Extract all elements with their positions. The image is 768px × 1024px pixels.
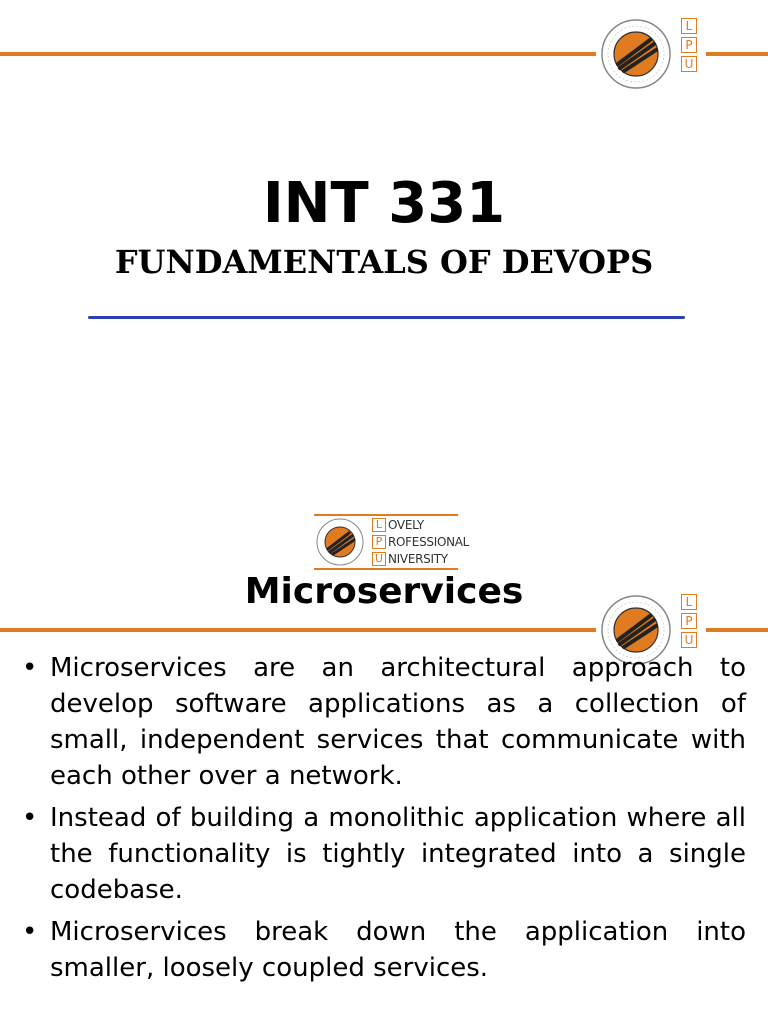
list-item bbox=[22, 650, 746, 794]
lpu-letter-boxes bbox=[681, 594, 697, 648]
course-name: FUNDAMENTALS OF DEVOPS bbox=[114, 243, 654, 281]
lpu-letter-boxes bbox=[681, 18, 697, 72]
logo-row-lovely bbox=[372, 518, 424, 532]
lpu-logo bbox=[314, 514, 470, 570]
slide2-rule-left bbox=[0, 628, 596, 632]
logo-row-university bbox=[372, 552, 448, 566]
lpu-letter-p: P bbox=[681, 613, 697, 629]
lpu-letter-l: L bbox=[681, 18, 697, 34]
logo-letter-l: L bbox=[372, 518, 386, 532]
course-code: INT 331 bbox=[262, 171, 506, 236]
logo-row-professional bbox=[372, 535, 469, 549]
lpu-letter-u: U bbox=[681, 56, 697, 72]
bullet-text: Microservices are an architectural approach to develop software applications as a collection of small, independent services that communicate with each other over a network. bbox=[50, 653, 746, 791]
university-seal-icon bbox=[316, 518, 364, 566]
bullet-text: Instead of building a monolithic application where all the functionality is tightly integrated into a single codebase. bbox=[50, 803, 746, 905]
bullet-dot-icon: • bbox=[22, 653, 38, 683]
list-item bbox=[22, 800, 746, 908]
lpu-letter-u: U bbox=[681, 632, 697, 648]
logo-letter-u: U bbox=[372, 552, 386, 566]
header-rule-right bbox=[706, 52, 768, 56]
title-underline bbox=[88, 316, 685, 319]
university-seal-icon bbox=[600, 18, 672, 90]
bullet-text: Microservices break down the application into smaller, loosely coupled services. bbox=[50, 917, 746, 983]
bullet-dot-icon: • bbox=[22, 917, 38, 947]
lpu-letter-l: L bbox=[681, 594, 697, 610]
bullet-list bbox=[22, 650, 746, 992]
logo-word-lovely: OVELY bbox=[388, 518, 424, 532]
header-rule-left bbox=[0, 52, 596, 56]
logo-word-university: NIVERSITY bbox=[388, 552, 448, 566]
logo-top-rule bbox=[314, 514, 458, 516]
list-item bbox=[22, 914, 746, 986]
bullet-dot-icon: • bbox=[22, 803, 38, 833]
slide2-rule-right bbox=[706, 628, 768, 632]
logo-word-professional: ROFESSIONAL bbox=[388, 535, 470, 549]
slide-title: Microservices bbox=[244, 571, 524, 612]
logo-letter-p: P bbox=[372, 535, 386, 549]
lpu-letter-p: P bbox=[681, 37, 697, 53]
